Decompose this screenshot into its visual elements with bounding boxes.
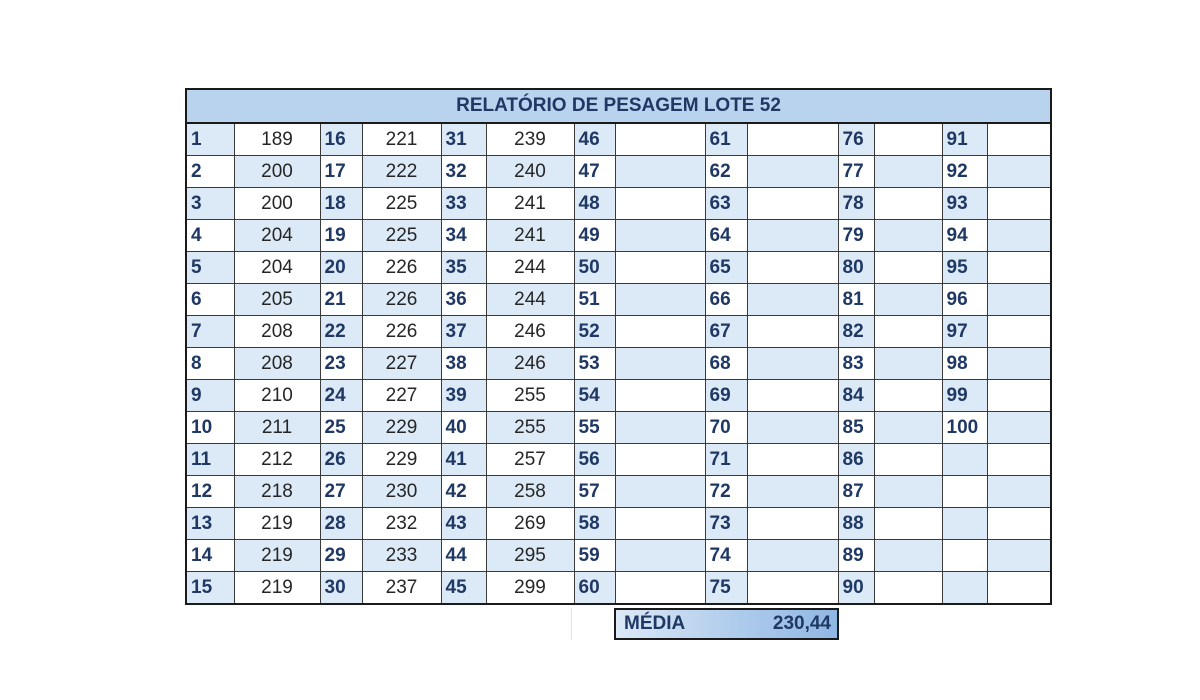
row-number-cell[interactable]: 63 xyxy=(705,188,747,220)
weight-cell[interactable] xyxy=(615,123,705,156)
weight-cell[interactable] xyxy=(987,412,1051,444)
row-number-cell[interactable] xyxy=(942,444,987,476)
row-number-cell[interactable]: 32 xyxy=(441,156,486,188)
weight-cell[interactable]: 240 xyxy=(486,156,574,188)
weight-cell[interactable] xyxy=(874,284,942,316)
weight-cell[interactable]: 299 xyxy=(486,572,574,605)
weight-cell[interactable]: 218 xyxy=(234,476,320,508)
weight-cell[interactable]: 211 xyxy=(234,412,320,444)
weight-cell[interactable]: 295 xyxy=(486,540,574,572)
weight-cell[interactable]: 244 xyxy=(486,284,574,316)
weight-cell[interactable]: 219 xyxy=(234,540,320,572)
row-number-cell[interactable]: 49 xyxy=(574,220,615,252)
row-number-cell[interactable] xyxy=(942,476,987,508)
weight-cell[interactable] xyxy=(747,444,838,476)
weight-cell[interactable]: 229 xyxy=(362,412,441,444)
weight-cell[interactable]: 241 xyxy=(486,188,574,220)
weight-cell[interactable] xyxy=(987,316,1051,348)
row-number-cell[interactable]: 25 xyxy=(320,412,362,444)
weight-cell[interactable] xyxy=(747,188,838,220)
weight-cell[interactable] xyxy=(987,123,1051,156)
weight-cell[interactable] xyxy=(987,252,1051,284)
weight-cell[interactable]: 255 xyxy=(486,380,574,412)
table-row xyxy=(186,508,1051,540)
weight-cell[interactable]: 239 xyxy=(486,123,574,156)
weight-cell[interactable] xyxy=(747,380,838,412)
sheet-gridline xyxy=(571,608,572,640)
row-number-cell[interactable]: 51 xyxy=(574,284,615,316)
weight-cell[interactable] xyxy=(747,252,838,284)
weighing-report-table xyxy=(185,88,1052,605)
row-number-cell[interactable]: 75 xyxy=(705,572,747,605)
weight-cell[interactable] xyxy=(615,188,705,220)
weight-cell[interactable] xyxy=(615,348,705,380)
weight-cell[interactable] xyxy=(747,540,838,572)
weight-cell[interactable] xyxy=(615,412,705,444)
row-number-cell[interactable]: 5 xyxy=(186,252,234,284)
row-number-cell[interactable]: 48 xyxy=(574,188,615,220)
row-number-cell[interactable]: 18 xyxy=(320,188,362,220)
weight-cell[interactable] xyxy=(747,284,838,316)
row-number-cell[interactable]: 37 xyxy=(441,316,486,348)
weight-cell[interactable]: 208 xyxy=(234,316,320,348)
weight-cell[interactable] xyxy=(874,188,942,220)
table-row xyxy=(186,220,1051,252)
table-row xyxy=(186,348,1051,380)
row-number-cell[interactable]: 52 xyxy=(574,316,615,348)
table-row xyxy=(186,380,1051,412)
weight-cell[interactable]: 233 xyxy=(362,540,441,572)
row-number-cell[interactable]: 78 xyxy=(838,188,874,220)
weight-cell[interactable] xyxy=(615,476,705,508)
weight-cell[interactable]: 212 xyxy=(234,444,320,476)
weight-cell[interactable]: 208 xyxy=(234,348,320,380)
row-number-cell[interactable]: 72 xyxy=(705,476,747,508)
weight-cell[interactable]: 237 xyxy=(362,572,441,605)
weight-cell[interactable]: 227 xyxy=(362,348,441,380)
row-number-cell[interactable]: 70 xyxy=(705,412,747,444)
weight-cell[interactable] xyxy=(615,508,705,540)
row-number-cell[interactable]: 8 xyxy=(186,348,234,380)
row-number-cell[interactable]: 90 xyxy=(838,572,874,605)
weight-cell[interactable] xyxy=(987,380,1051,412)
row-number-cell[interactable]: 7 xyxy=(186,316,234,348)
weight-cell[interactable] xyxy=(874,540,942,572)
row-number-cell[interactable]: 55 xyxy=(574,412,615,444)
row-number-cell[interactable]: 71 xyxy=(705,444,747,476)
row-number-cell[interactable]: 56 xyxy=(574,444,615,476)
table-row xyxy=(186,476,1051,508)
table-row xyxy=(186,188,1051,220)
row-number-cell[interactable]: 62 xyxy=(705,156,747,188)
weight-cell[interactable] xyxy=(874,252,942,284)
row-number-cell[interactable]: 76 xyxy=(838,123,874,156)
weight-cell[interactable]: 226 xyxy=(362,252,441,284)
row-number-cell[interactable]: 91 xyxy=(942,123,987,156)
weight-cell[interactable] xyxy=(747,476,838,508)
weight-cell[interactable] xyxy=(874,412,942,444)
row-number-cell[interactable]: 27 xyxy=(320,476,362,508)
weight-cell[interactable] xyxy=(987,476,1051,508)
weight-cell[interactable] xyxy=(615,540,705,572)
row-number-cell[interactable]: 9 xyxy=(186,380,234,412)
weight-cell[interactable]: 221 xyxy=(362,123,441,156)
weight-cell[interactable]: 210 xyxy=(234,380,320,412)
row-number-cell[interactable]: 73 xyxy=(705,508,747,540)
row-number-cell[interactable]: 30 xyxy=(320,572,362,605)
weight-cell[interactable] xyxy=(615,380,705,412)
weight-cell[interactable] xyxy=(747,572,838,605)
weight-cell[interactable]: 229 xyxy=(362,444,441,476)
row-number-cell[interactable]: 20 xyxy=(320,252,362,284)
row-number-cell[interactable]: 33 xyxy=(441,188,486,220)
weight-cell[interactable]: 246 xyxy=(486,316,574,348)
weight-cell[interactable]: 204 xyxy=(234,220,320,252)
weight-cell[interactable] xyxy=(987,284,1051,316)
row-number-cell[interactable]: 94 xyxy=(942,220,987,252)
row-number-cell[interactable]: 4 xyxy=(186,220,234,252)
weight-cell[interactable] xyxy=(615,156,705,188)
weight-cell[interactable] xyxy=(615,284,705,316)
weight-cell[interactable] xyxy=(987,220,1051,252)
weight-cell[interactable] xyxy=(747,348,838,380)
row-number-cell[interactable]: 36 xyxy=(441,284,486,316)
row-number-cell[interactable]: 34 xyxy=(441,220,486,252)
table-row xyxy=(186,316,1051,348)
row-number-cell[interactable]: 86 xyxy=(838,444,874,476)
row-number-cell[interactable]: 58 xyxy=(574,508,615,540)
row-number-cell[interactable]: 1 xyxy=(186,123,234,156)
weight-cell[interactable] xyxy=(874,123,942,156)
row-number-cell[interactable]: 19 xyxy=(320,220,362,252)
row-number-cell[interactable]: 93 xyxy=(942,188,987,220)
weight-cell[interactable] xyxy=(615,572,705,605)
row-number-cell[interactable]: 96 xyxy=(942,284,987,316)
row-number-cell[interactable]: 81 xyxy=(838,284,874,316)
row-number-cell[interactable] xyxy=(942,540,987,572)
row-number-cell[interactable]: 26 xyxy=(320,444,362,476)
weight-cell[interactable] xyxy=(747,123,838,156)
average-label[interactable]: MÉDIA xyxy=(624,613,686,634)
table-row xyxy=(186,252,1051,284)
weight-cell[interactable]: 269 xyxy=(486,508,574,540)
row-number-cell[interactable]: 28 xyxy=(320,508,362,540)
row-number-cell[interactable]: 42 xyxy=(441,476,486,508)
weight-cell[interactable] xyxy=(747,412,838,444)
row-number-cell[interactable]: 85 xyxy=(838,412,874,444)
row-number-cell[interactable]: 77 xyxy=(838,156,874,188)
row-number-cell[interactable]: 35 xyxy=(441,252,486,284)
weight-cell[interactable]: 225 xyxy=(362,220,441,252)
weight-cell[interactable] xyxy=(874,508,942,540)
row-number-cell[interactable]: 31 xyxy=(441,123,486,156)
weight-cell[interactable]: 219 xyxy=(234,572,320,605)
row-number-cell[interactable]: 15 xyxy=(186,572,234,605)
row-number-cell[interactable]: 50 xyxy=(574,252,615,284)
row-number-cell[interactable]: 47 xyxy=(574,156,615,188)
row-number-cell[interactable] xyxy=(942,508,987,540)
weight-cell[interactable]: 205 xyxy=(234,284,320,316)
row-number-cell[interactable]: 13 xyxy=(186,508,234,540)
row-number-cell[interactable]: 98 xyxy=(942,348,987,380)
row-number-cell[interactable]: 84 xyxy=(838,380,874,412)
table-row xyxy=(186,156,1051,188)
row-number-cell[interactable]: 74 xyxy=(705,540,747,572)
row-number-cell[interactable]: 95 xyxy=(942,252,987,284)
report-body xyxy=(186,123,1051,604)
weight-cell[interactable] xyxy=(874,220,942,252)
row-number-cell[interactable]: 22 xyxy=(320,316,362,348)
weight-cell[interactable] xyxy=(615,252,705,284)
row-number-cell[interactable]: 92 xyxy=(942,156,987,188)
row-number-cell[interactable]: 23 xyxy=(320,348,362,380)
row-number-cell[interactable]: 16 xyxy=(320,123,362,156)
weight-cell[interactable] xyxy=(874,380,942,412)
row-number-cell[interactable]: 29 xyxy=(320,540,362,572)
weight-cell[interactable] xyxy=(874,476,942,508)
table-row xyxy=(186,540,1051,572)
row-number-cell[interactable]: 39 xyxy=(441,380,486,412)
row-number-cell[interactable]: 79 xyxy=(838,220,874,252)
report-title[interactable]: RELATÓRIO DE PESAGEM LOTE 52 xyxy=(186,89,1051,123)
weight-cell[interactable] xyxy=(874,444,942,476)
weight-cell[interactable]: 246 xyxy=(486,348,574,380)
row-number-cell[interactable]: 10 xyxy=(186,412,234,444)
table-row xyxy=(186,123,1051,156)
weight-cell[interactable]: 226 xyxy=(362,316,441,348)
weight-cell[interactable] xyxy=(874,348,942,380)
row-number-cell[interactable]: 68 xyxy=(705,348,747,380)
row-number-cell[interactable]: 41 xyxy=(441,444,486,476)
row-number-cell[interactable]: 88 xyxy=(838,508,874,540)
row-number-cell[interactable]: 59 xyxy=(574,540,615,572)
row-number-cell[interactable]: 54 xyxy=(574,380,615,412)
row-number-cell[interactable]: 64 xyxy=(705,220,747,252)
title-row xyxy=(186,89,1051,123)
row-number-cell[interactable]: 66 xyxy=(705,284,747,316)
weight-cell[interactable] xyxy=(615,220,705,252)
row-number-cell[interactable]: 40 xyxy=(441,412,486,444)
row-number-cell[interactable]: 80 xyxy=(838,252,874,284)
weight-cell[interactable]: 219 xyxy=(234,508,320,540)
weight-cell[interactable]: 226 xyxy=(362,284,441,316)
row-number-cell[interactable]: 11 xyxy=(186,444,234,476)
weight-cell[interactable]: 255 xyxy=(486,412,574,444)
weight-cell[interactable]: 241 xyxy=(486,220,574,252)
row-number-cell[interactable]: 2 xyxy=(186,156,234,188)
weight-cell[interactable] xyxy=(874,316,942,348)
row-number-cell[interactable]: 12 xyxy=(186,476,234,508)
weight-cell[interactable]: 225 xyxy=(362,188,441,220)
row-number-cell[interactable]: 67 xyxy=(705,316,747,348)
weight-cell[interactable]: 200 xyxy=(234,156,320,188)
weight-cell[interactable] xyxy=(874,572,942,605)
row-number-cell[interactable]: 44 xyxy=(441,540,486,572)
weight-cell[interactable]: 204 xyxy=(234,252,320,284)
row-number-cell[interactable]: 38 xyxy=(441,348,486,380)
row-number-cell[interactable] xyxy=(942,572,987,605)
weight-cell[interactable]: 222 xyxy=(362,156,441,188)
table-row xyxy=(186,444,1051,476)
row-number-cell[interactable]: 83 xyxy=(838,348,874,380)
weight-cell[interactable]: 258 xyxy=(486,476,574,508)
weight-cell[interactable] xyxy=(987,508,1051,540)
weight-cell[interactable] xyxy=(987,188,1051,220)
weight-cell[interactable] xyxy=(987,540,1051,572)
row-number-cell[interactable]: 46 xyxy=(574,123,615,156)
weight-cell[interactable] xyxy=(987,348,1051,380)
weight-cell[interactable] xyxy=(747,156,838,188)
weight-cell[interactable] xyxy=(987,156,1051,188)
row-number-cell[interactable]: 21 xyxy=(320,284,362,316)
row-number-cell[interactable]: 57 xyxy=(574,476,615,508)
row-number-cell[interactable]: 53 xyxy=(574,348,615,380)
row-number-cell[interactable]: 60 xyxy=(574,572,615,605)
weight-cell[interactable]: 257 xyxy=(486,444,574,476)
weight-cell[interactable] xyxy=(874,156,942,188)
weight-cell[interactable] xyxy=(987,572,1051,605)
row-number-cell[interactable]: 97 xyxy=(942,316,987,348)
weight-cell[interactable] xyxy=(987,444,1051,476)
row-number-cell[interactable]: 43 xyxy=(441,508,486,540)
row-number-cell[interactable]: 14 xyxy=(186,540,234,572)
row-number-cell[interactable]: 61 xyxy=(705,123,747,156)
row-number-cell[interactable]: 87 xyxy=(838,476,874,508)
row-number-cell[interactable]: 100 xyxy=(942,412,987,444)
weight-cell[interactable] xyxy=(747,220,838,252)
row-number-cell[interactable]: 65 xyxy=(705,252,747,284)
spreadsheet xyxy=(185,88,1050,605)
weight-cell[interactable]: 200 xyxy=(234,188,320,220)
weight-cell[interactable]: 244 xyxy=(486,252,574,284)
weight-cell[interactable]: 227 xyxy=(362,380,441,412)
table-row xyxy=(186,284,1051,316)
average-summary xyxy=(614,608,839,640)
weight-cell[interactable] xyxy=(615,444,705,476)
weight-cell[interactable]: 232 xyxy=(362,508,441,540)
average-value[interactable]: 230,44 xyxy=(772,613,831,634)
table-row xyxy=(186,412,1051,444)
row-number-cell[interactable]: 69 xyxy=(705,380,747,412)
row-number-cell[interactable]: 3 xyxy=(186,188,234,220)
table-row xyxy=(186,572,1051,605)
weight-cell[interactable]: 189 xyxy=(234,123,320,156)
row-number-cell[interactable]: 6 xyxy=(186,284,234,316)
row-number-cell[interactable]: 45 xyxy=(441,572,486,605)
weight-cell[interactable]: 230 xyxy=(362,476,441,508)
row-number-cell[interactable]: 24 xyxy=(320,380,362,412)
weight-cell[interactable] xyxy=(747,508,838,540)
row-number-cell[interactable]: 17 xyxy=(320,156,362,188)
row-number-cell[interactable]: 89 xyxy=(838,540,874,572)
weight-cell[interactable] xyxy=(747,316,838,348)
row-number-cell[interactable]: 82 xyxy=(838,316,874,348)
weight-cell[interactable] xyxy=(615,316,705,348)
row-number-cell[interactable]: 99 xyxy=(942,380,987,412)
